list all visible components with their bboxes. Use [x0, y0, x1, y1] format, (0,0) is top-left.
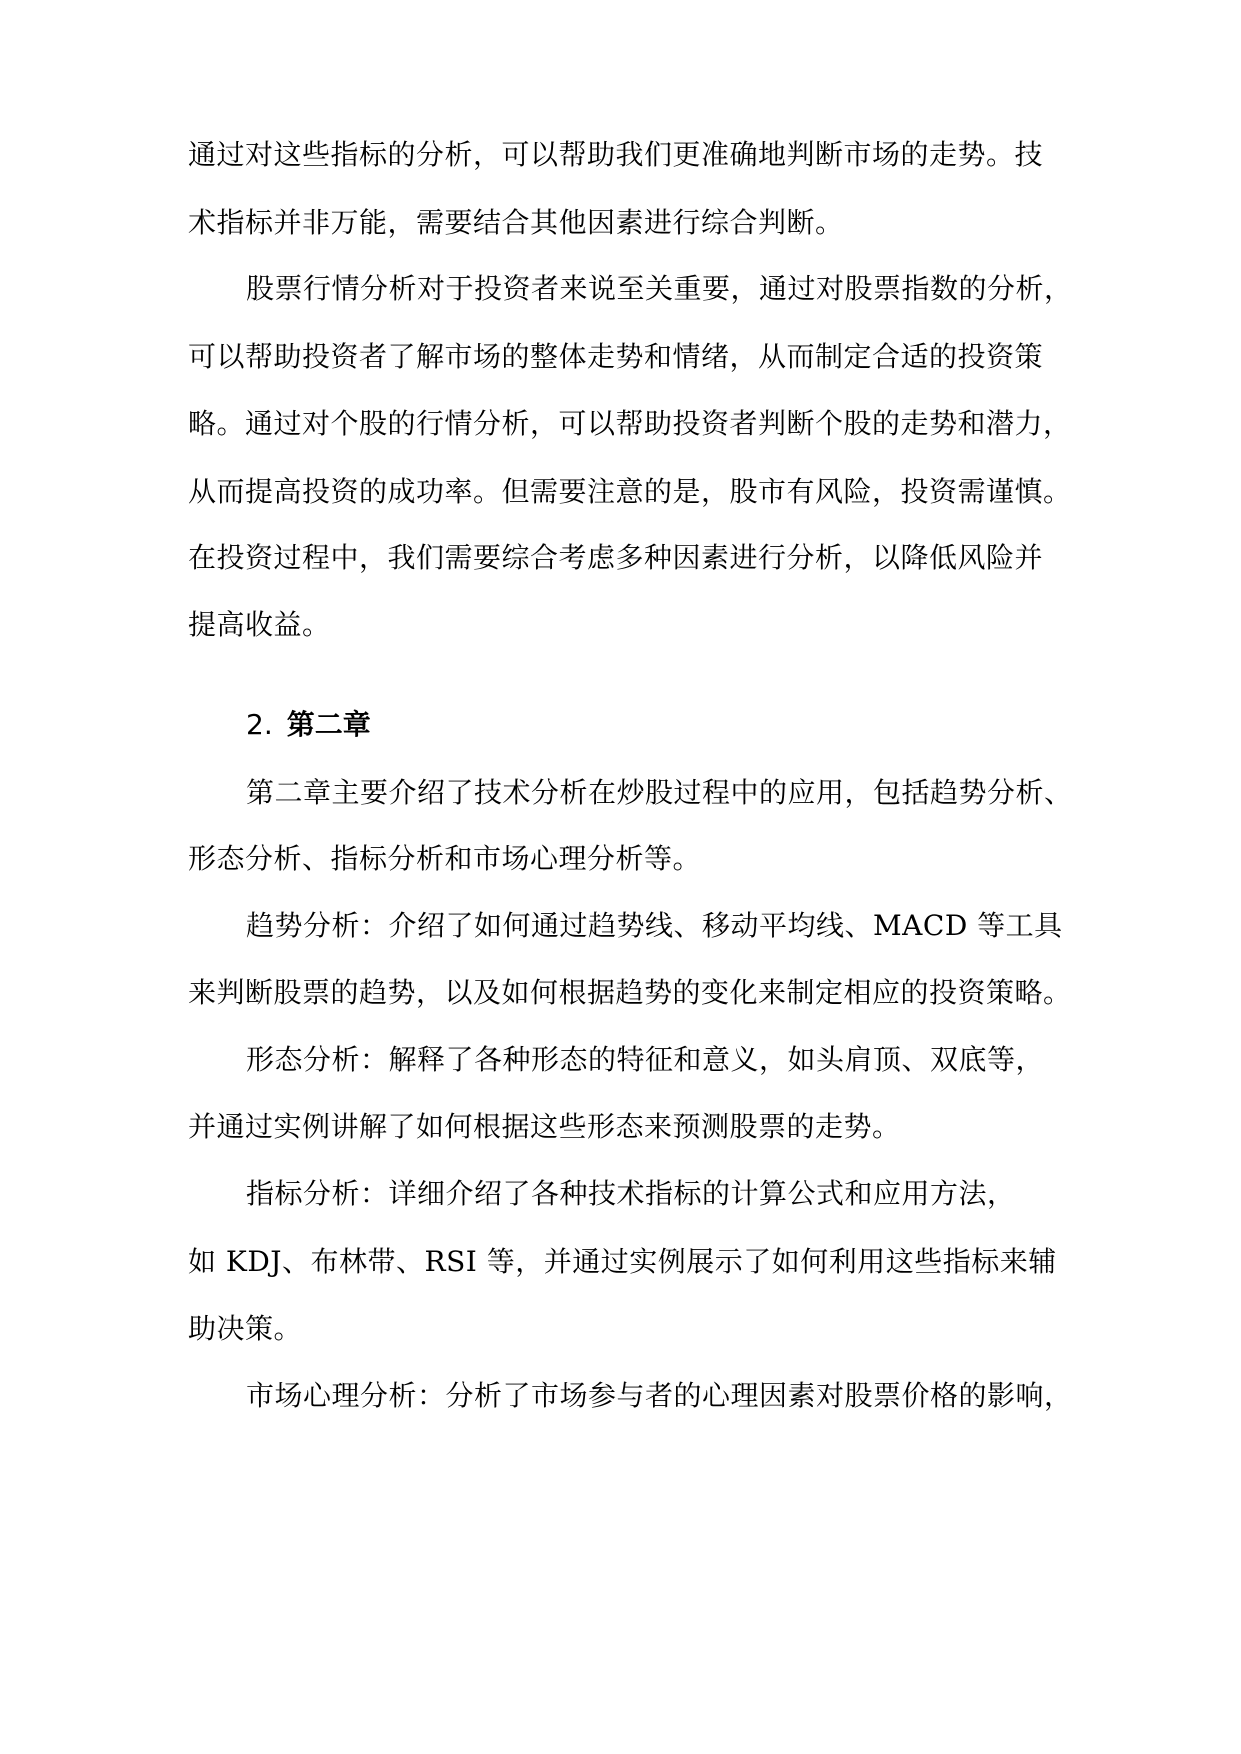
paragraph-line: 术指标并非万能，需要结合其他因素进行综合判断。 — [188, 206, 844, 239]
paragraph-line: 来判断股票的趋势，以及如何根据趋势的变化来制定相应的投资策略。 — [188, 976, 1072, 1009]
paragraph-line: 趋势分析：介绍了如何通过趋势线、移动平均线、MACD 等工具 — [246, 909, 1063, 942]
paragraph-line: 股票行情分析对于投资者来说至关重要，通过对股票指数的分析， — [246, 272, 1073, 305]
paragraph-line: 可以帮助投资者了解市场的整体走势和情绪，从而制定合适的投资策 — [188, 340, 1044, 373]
paragraph-line: 形态分析：解释了各种形态的特征和意义，如头肩顶、双底等， — [246, 1043, 1045, 1076]
section-number: 2. — [246, 708, 273, 741]
paragraph-line: 从而提高投资的成功率。但需要注意的是，股市有风险，投资需谨慎。 — [188, 475, 1072, 508]
section-title: 第二章 — [286, 708, 371, 741]
paragraph-line: 指标分析：详细介绍了各种技术指标的计算公式和应用方法， — [246, 1177, 1016, 1210]
paragraph-line: 第二章主要介绍了技术分析在炒股过程中的应用，包括趋势分析、 — [246, 776, 1073, 809]
paragraph-line: 市场心理分析：分析了市场参与者的心理因素对股票价格的影响， — [246, 1379, 1073, 1412]
paragraph-line: 通过对这些指标的分析，可以帮助我们更准确地判断市场的走势。技 — [188, 138, 1044, 171]
paragraph-line: 提高收益。 — [188, 608, 331, 641]
paragraph-line: 如 KDJ、布林带、RSI 等，并通过实例展示了如何利用这些指标来辅 — [188, 1245, 1057, 1278]
paragraph-line: 形态分析、指标分析和市场心理分析等。 — [188, 842, 702, 875]
paragraph-line: 略。通过对个股的行情分析，可以帮助投资者判断个股的走势和潜力， — [188, 407, 1072, 440]
paragraph-line: 在投资过程中，我们需要综合考虑多种因素进行分析，以降低风险并 — [188, 541, 1044, 574]
paragraph-line: 并通过实例讲解了如何根据这些形态来预测股票的走势。 — [188, 1110, 901, 1143]
section-heading — [246, 705, 371, 745]
paragraph-line: 助决策。 — [188, 1312, 303, 1345]
